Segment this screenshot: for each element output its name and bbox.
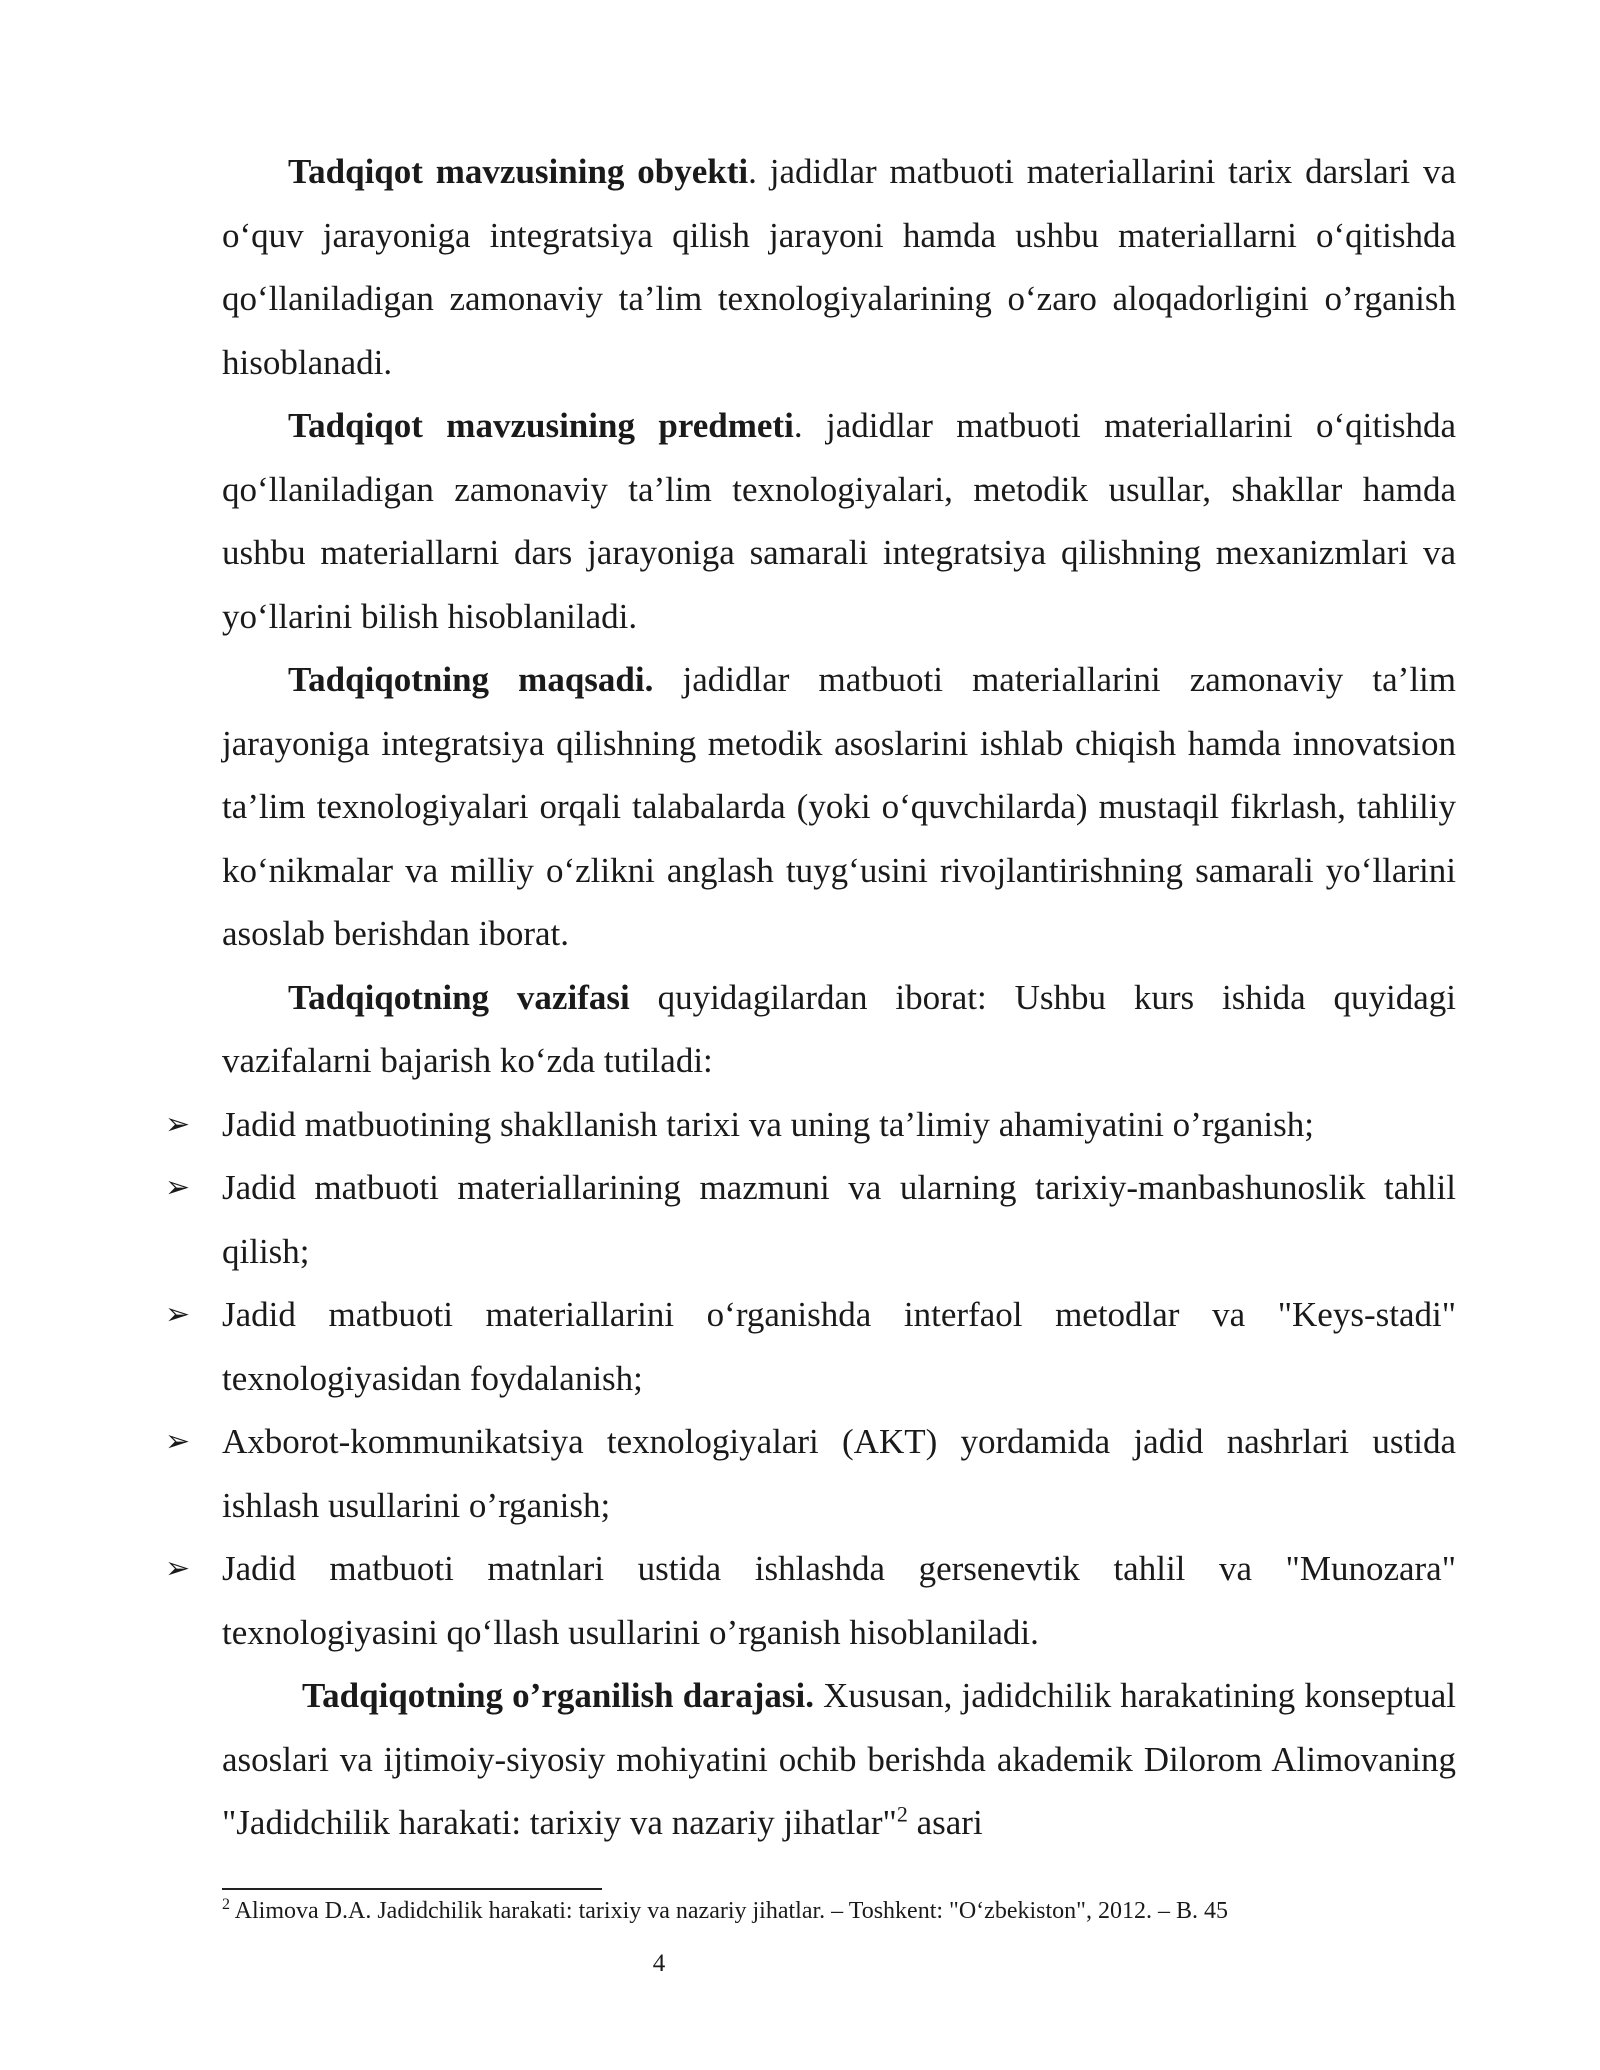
list-item-text: Jadid matbuoti matnlari ustida ishlashda gersenevtik tahlil va "Munozara" texnologiyasini qo‘llash usullarini o’rganish hisoblaniladi.	[222, 1549, 1456, 1652]
heading-vazifa: Tadqiqotning vazifasi	[288, 977, 630, 1017]
list-item-text: Jadid matbuoti materiallarini o‘rganishda interfaol metodlar va "Keys-stadi" texnologiyasidan foydalanish;	[222, 1295, 1456, 1398]
arrow-bullet-icon: ➢	[165, 1551, 191, 1586]
footnote-text: Alimova D.A. Jadidchilik harakati: tarixiy va nazariy jihatlar. – Toshkent: "O‘zbekiston", 2012. – B. 45	[230, 1898, 1228, 1924]
paragraph-vazifa	[222, 966, 1456, 1093]
paragraph-predmet	[222, 394, 1456, 648]
arrow-bullet-icon: ➢	[165, 1106, 191, 1142]
list-item-text: Axborot-kommunikatsiya texnologiyalari (AKT) yordamida jadid nashrlari ustida ishlash usullarini o’rganish;	[222, 1422, 1456, 1525]
main-text	[165, 140, 1456, 1855]
arrow-bullet-icon: ➢	[165, 1297, 191, 1332]
footnote-reference: 2	[896, 1801, 908, 1827]
paragraph-maqsad	[222, 648, 1456, 966]
task-list	[165, 1093, 1456, 1665]
text-daraja: Xususan, jadidchilik harakatining konseptual asoslari va ijtimoiy-siyosiy mohiyatini ochib berishda akademik Dilorom Alimovaning "Jadidchilik harakati: tarixiy va nazariy jihatlar"	[222, 1676, 1456, 1842]
page-number: 4	[652, 1950, 666, 1977]
text-maqsad: jadidlar matbuoti materiallarini zamonaviy ta’lim jarayoniga integratsiya qilishning metodik asoslarini ishlab chiqish hamda innovatsion ta’lim texnologiyalari orqali talabalarda (yoki o‘quvchilarda) mustaqil fikrlash, tahliliy ko‘nikmalar va milliy o‘zlikni anglash tuyg‘usini rivojlantirishning samarali yo‘llarini asoslab berishdan iborat.	[222, 660, 1456, 953]
footnote	[222, 1894, 1456, 1928]
text-obyekt: . jadidlar matbuoti materiallarini tarix darslari va o‘quv jarayoniga integratsiya qilish jarayoni hamda ushbu materiallarni o‘qitishda qo‘llaniladigan zamonaviy ta’lim texnologiyalarining o‘zaro aloqadorligini o’rganish hisoblanadi.	[222, 152, 1456, 382]
paragraph-daraja	[222, 1664, 1456, 1855]
heading-maqsad: Tadqiqotning maqsadi.	[288, 660, 654, 699]
heading-predmet: Tadqiqot mavzusining predmeti	[288, 406, 794, 445]
list-item	[165, 1093, 1456, 1157]
heading-daraja: Tadqiqotning o’rganilish darajasi.	[302, 1676, 814, 1715]
text-daraja-after: asari	[907, 1803, 983, 1842]
footnote-number: 2	[222, 1896, 230, 1913]
list-item-text: Jadid matbuotining shakllanish tarixi va uning ta’limiy ahamiyatini o’rganish;	[222, 1104, 1314, 1144]
footnote-separator	[222, 1888, 602, 1890]
list-item	[165, 1410, 1456, 1537]
list-item	[165, 1156, 1456, 1283]
arrow-bullet-icon: ➢	[165, 1170, 191, 1205]
list-item-text: Jadid matbuoti materiallarining mazmuni va ularning tarixiy-manbashunoslik tahlil qilish;	[222, 1168, 1456, 1271]
text-predmet: . jadidlar matbuoti materiallarini o‘qitishda qo‘llaniladigan zamonaviy ta’lim texnologiyalari, metodik usullar, shakllar hamda ushbu materiallarni dars jarayoniga samarali integratsiya qilishning mexanizmlari va yo‘llarini bilish hisoblaniladi.	[222, 406, 1456, 636]
paragraph-obyekt	[222, 140, 1456, 394]
list-item	[165, 1537, 1456, 1664]
heading-obyekt: Tadqiqot mavzusining obyekti	[288, 152, 749, 191]
arrow-bullet-icon: ➢	[165, 1424, 191, 1459]
text-vazifa: quyidagilardan iborat: Ushbu kurs ishida quyidagi vazifalarni bajarish ko‘zda tutiladi:	[222, 977, 1456, 1080]
list-item	[165, 1283, 1456, 1410]
